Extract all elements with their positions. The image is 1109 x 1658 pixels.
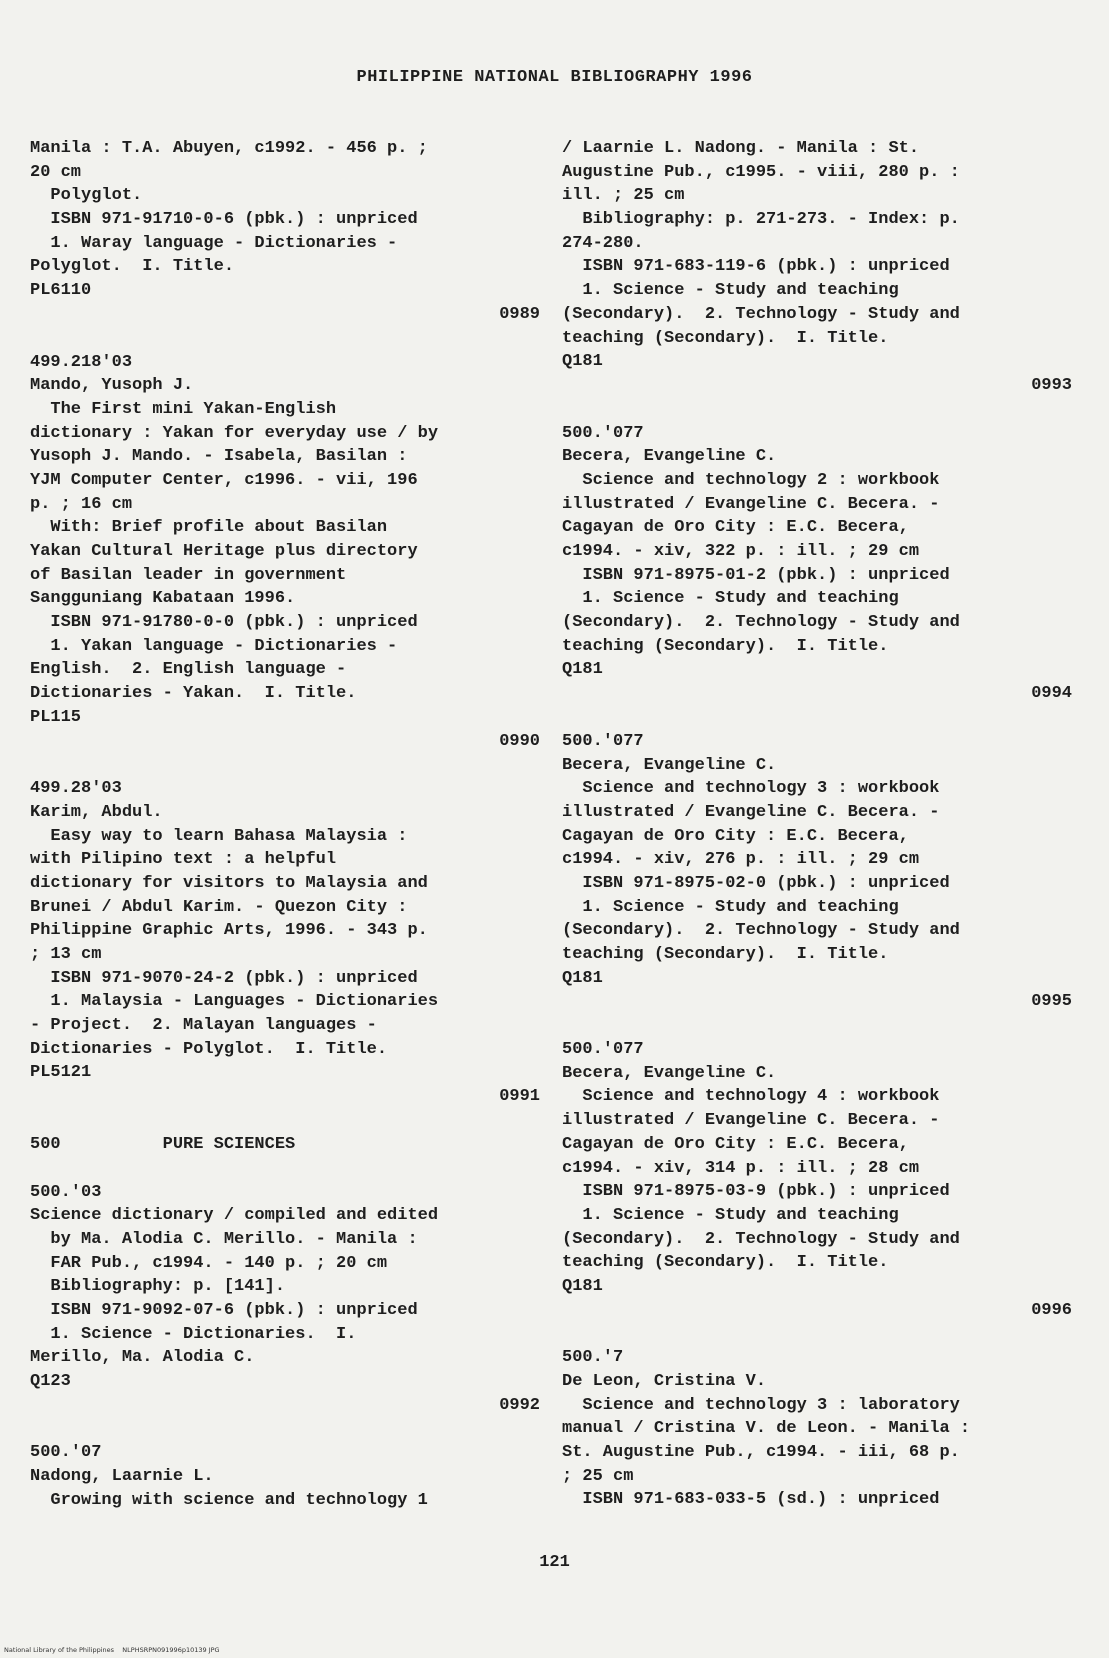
blank-line xyxy=(30,753,540,777)
entry-line: PL5121 xyxy=(30,1063,92,1083)
entry-line: Augustine Pub., c1995. - viii, 280 p. : xyxy=(562,162,960,182)
entry-line: 500.'07 xyxy=(30,1443,102,1463)
entry-line: of Basilan leader in government xyxy=(30,565,347,585)
blank-line xyxy=(562,1322,1072,1346)
entry-line: 499.28'03 xyxy=(30,779,122,799)
entry-line: c1994. - xiv, 314 p. : ill. ; 28 cm xyxy=(562,1158,920,1178)
entry-line: illustrated / Evangeline C. Becera. - xyxy=(562,494,940,514)
entry-line: 500.'077 xyxy=(562,423,644,443)
entry-line: Yusoph J. Mando. - Isabela, Basilan : xyxy=(30,447,408,467)
blank-line xyxy=(30,1109,540,1133)
entry-line: 500.'077 xyxy=(562,731,644,751)
entry-line: Q181 xyxy=(562,1276,603,1296)
entry-line: c1994. - xiv, 322 p. : ill. ; 29 cm xyxy=(562,542,920,561)
entry-line: 1. Science - Study and teaching xyxy=(562,281,899,301)
entry-line: dictionary : Yakan for everyday use / by xyxy=(30,423,439,443)
entry-line: (Secondary). 2. Technology - Study and xyxy=(562,304,960,324)
blank-line xyxy=(562,398,1072,422)
entry-line: Science and technology 4 : workbook xyxy=(562,1087,940,1107)
entry-line: English. 2. English language - xyxy=(30,660,347,680)
entry-line: ISBN 971-8975-03-9 (pbk.) : unpriced xyxy=(562,1182,950,1202)
entry-line: Growing with science and technology 1 xyxy=(30,1490,428,1510)
entry-number: 0993 xyxy=(1031,375,1072,395)
entry-line: Karim, Abdul. xyxy=(30,802,163,822)
entry-line: Cagayan de Oro City : E.C. Becera, xyxy=(562,1134,909,1154)
entry-number: 0989 xyxy=(499,304,540,324)
entry-line: 274-280. xyxy=(562,233,644,253)
entry-line: St. Augustine Pub., c1994. - iii, 68 p. xyxy=(562,1443,960,1463)
entry-line: PL6110 xyxy=(30,281,92,301)
entry-number: 0992 xyxy=(499,1395,540,1415)
blank-line xyxy=(30,1157,540,1181)
entry-line: Science and technology 3 : laboratory xyxy=(562,1395,960,1415)
entry-line: Science and technology 3 : workbook xyxy=(562,779,940,799)
entry-line: 500.'7 xyxy=(562,1348,624,1368)
entry-line: 499.218'03 xyxy=(30,352,133,372)
entry-line: Science and technology 2 : workbook xyxy=(562,470,940,490)
entry-line: 500 PURE SCIENCES xyxy=(30,1134,296,1154)
entry-line: p. ; 16 cm xyxy=(30,494,133,514)
entry-line: illustrated / Evangeline C. Becera. - xyxy=(562,802,940,822)
entry-line: / Laarnie L. Nadong. - Manila : St. xyxy=(562,139,920,158)
entry-line: De Leon, Cristina V. xyxy=(562,1372,767,1391)
entry-line: teaching (Secondary). I. Title. xyxy=(562,328,889,348)
entry-number: 0995 xyxy=(1031,992,1072,1012)
entry-line: Nadong, Laarnie L. xyxy=(30,1467,214,1487)
entry-line: Merillo, Ma. Alodia C. xyxy=(30,1348,255,1368)
entry-line: Q181 xyxy=(562,660,603,680)
entry-line: ill. ; 25 cm xyxy=(562,186,685,206)
entry-line: Science dictionary / compiled and edited xyxy=(30,1206,439,1226)
entry-line: with Pilipino text : a helpful xyxy=(30,850,337,870)
entry-line: teaching (Secondary). I. Title. xyxy=(562,1253,889,1273)
entry-line: The First mini Yakan-English xyxy=(30,399,337,419)
entry-line: ISBN 971-91780-0-0 (pbk.) : unpriced xyxy=(30,613,418,633)
entry-line: Cagayan de Oro City : E.C. Becera, xyxy=(562,518,909,538)
entry-line: Philippine Graphic Arts, 1996. - 343 p. xyxy=(30,921,428,941)
entry-line: Polyglot. xyxy=(30,186,143,206)
entry-line: 1. Malaysia - Languages - Dictionaries xyxy=(30,992,439,1012)
entry-line: dictionary for visitors to Malaysia and xyxy=(30,873,428,893)
entry-line: PL115 xyxy=(30,707,82,727)
entry-number: 0994 xyxy=(1031,684,1072,704)
entry-line: 500.'03 xyxy=(30,1182,102,1202)
entry-line: 1. Science - Study and teaching xyxy=(562,589,899,609)
blank-line xyxy=(30,1417,540,1441)
entry-line: Dictionaries - Polyglot. I. Title. xyxy=(30,1039,388,1059)
right-column xyxy=(562,137,1072,1512)
entry-line: Q123 xyxy=(30,1372,71,1391)
blank-line xyxy=(562,706,1072,730)
entry-line: YJM Computer Center, c1996. - vii, 196 xyxy=(30,470,418,490)
entry-line: 1. Science - Study and teaching xyxy=(562,1205,899,1225)
entry-line: (Secondary). 2. Technology - Study and xyxy=(562,1229,960,1249)
entry-line: ISBN 971-683-033-5 (sd.) : unpriced xyxy=(562,1490,940,1510)
page-header: PHILIPPINE NATIONAL BIBLIOGRAPHY 1996 xyxy=(356,68,753,87)
entry-line: ISBN 971-9092-07-6 (pbk.) : unpriced xyxy=(30,1300,418,1320)
entry-line: 1. Waray language - Dictionaries - xyxy=(30,233,398,253)
entry-line: illustrated / Evangeline C. Becera. - xyxy=(562,1111,940,1131)
entry-line: Q181 xyxy=(562,968,603,988)
blank-line xyxy=(30,327,540,351)
entry-line: c1994. - xiv, 276 p. : ill. ; 29 cm xyxy=(562,850,920,870)
entry-line: Q181 xyxy=(562,352,603,372)
entry-line: ; 13 cm xyxy=(30,945,102,964)
entry-line: Yakan Cultural Heritage plus directory xyxy=(30,542,418,561)
blank-line xyxy=(562,1014,1072,1038)
entry-line: ISBN 971-683-119-6 (pbk.) : unpriced xyxy=(562,257,950,277)
entry-line: Cagayan de Oro City : E.C. Becera, xyxy=(562,826,909,846)
page-number: 121 xyxy=(539,1553,570,1572)
entry-line: (Secondary). 2. Technology - Study and xyxy=(562,921,960,941)
entry-line: ; 25 cm xyxy=(562,1466,634,1486)
entry-line: (Secondary). 2. Technology - Study and xyxy=(562,613,960,633)
entry-line: 20 cm xyxy=(30,162,82,182)
entry-line: - Project. 2. Malayan languages - xyxy=(30,1016,377,1036)
entry-line: 1. Yakan language - Dictionaries - xyxy=(30,636,398,656)
scan-credit: National Library of the Philippines NLPHSRPN091996p10139 JPG xyxy=(4,1646,220,1654)
entry-line: ISBN 971-8975-02-0 (pbk.) : unpriced xyxy=(562,873,950,893)
entry-line: Bibliography: p. [141]. xyxy=(30,1277,286,1297)
entry-line: FAR Pub., c1994. - 140 p. ; 20 cm xyxy=(30,1253,388,1273)
entry-line: Sangguniang Kabataan 1996. xyxy=(30,589,296,609)
entry-number: 0990 xyxy=(499,731,540,751)
entry-line: Bibliography: p. 271-273. - Index: p. xyxy=(562,210,960,230)
entry-line: ISBN 971-9070-24-2 (pbk.) : unpriced xyxy=(30,968,418,988)
entry-line: Becera, Evangeline C. xyxy=(562,447,777,467)
entry-line: 1. Science - Study and teaching xyxy=(562,897,899,917)
entry-line: Becera, Evangeline C. xyxy=(562,1063,777,1083)
entry-line: teaching (Secondary). I. Title. xyxy=(562,636,889,656)
entry-number: 0996 xyxy=(1031,1300,1072,1320)
entry-line: ISBN 971-91710-0-6 (pbk.) : unpriced xyxy=(30,210,418,230)
entry-line: teaching (Secondary). I. Title. xyxy=(562,945,889,964)
entry-line: Polyglot. I. Title. xyxy=(30,257,235,277)
entry-line: Easy way to learn Bahasa Malaysia : xyxy=(30,826,408,846)
entry-line: Brunei / Abdul Karim. - Quezon City : xyxy=(30,897,408,917)
entry-line: Dictionaries - Yakan. I. Title. xyxy=(30,684,357,704)
entry-line: 500.'077 xyxy=(562,1040,644,1060)
entry-line: Becera, Evangeline C. xyxy=(562,755,777,775)
entry-line: With: Brief profile about Basilan xyxy=(30,518,388,538)
entry-line: by Ma. Alodia C. Merillo. - Manila : xyxy=(30,1229,418,1249)
left-column xyxy=(30,137,540,1512)
entry-number: 0991 xyxy=(499,1087,540,1107)
entry-line: Manila : T.A. Abuyen, c1992. - 456 p. ; xyxy=(30,139,428,158)
entry-line: 1. Science - Dictionaries. I. xyxy=(30,1324,357,1344)
entry-line: ISBN 971-8975-01-2 (pbk.) : unpriced xyxy=(562,565,950,585)
entry-line: Mando, Yusoph J. xyxy=(30,376,194,396)
entry-line: manual / Cristina V. de Leon. - Manila : xyxy=(562,1419,971,1439)
